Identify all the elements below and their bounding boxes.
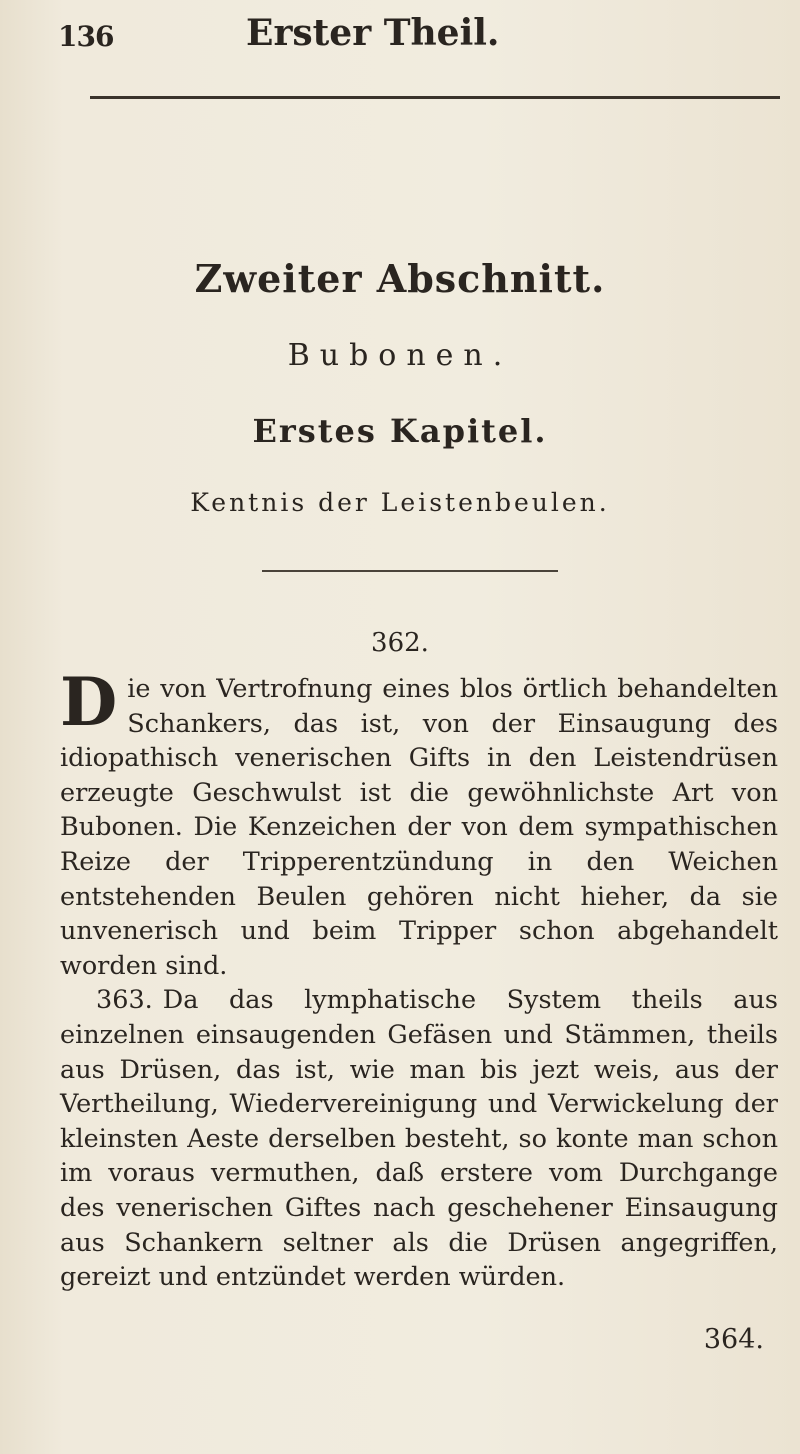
page-number: 136 [58,20,114,53]
paragraph-text: ie von Vertrofnung eines blos örtlich behandelten Schankers, das ist, von der Einsaugung des idiopathisch venerischen Gifts in den Leistendrüsen erzeugte Geschwulst ist die gewöhnlichste Art von Bubonen. Die Kenzeichen der von dem sympathischen Reize der Tripperentzündung in den Weichen entstehenden Beulen gehören nicht hieher, da sie unvenerisch und beim Tripper schon abgehandelt worden sind. [60,674,778,981]
catchword: 364. [703,1324,764,1355]
body-text [60,663,778,1295]
paragraph-text: Da das lymphatische System theils aus einzelnen einsaugenden Gefäsen und Stämmen, theils aus Drüsen, das ist, wie man bis jezt weis, aus der Vertheilung, Wiedervereinigung und Verwickelung der kleinsten Aeste derselben besteht, so konte man schon im voraus vermuthen, daß erstere vom Durchgange des venerischen Giftes nach geschehener Einsaugung aus Schankern seltner als die Drüsen angegriffen, gereizt und entzündet werden würden. [60,985,778,1293]
header-rule [90,96,780,99]
paragraph-number: 363. [96,985,153,1016]
drop-cap: D [60,663,118,741]
paragraph-362 [60,663,778,983]
chapter-rule [262,570,558,572]
section-title: Zweiter Abschnitt. [194,256,606,301]
paragraph-363 [60,983,778,1294]
running-title: Erster Theil. [246,12,500,54]
chapter-title: Erstes Kapitel. [252,412,548,450]
paragraph-number: 362. [371,628,429,658]
running-head [0,6,800,56]
chapter-subtitle: Kentnis der Leistenbeulen. [190,488,610,517]
part-title: Bubonen. [287,338,513,373]
